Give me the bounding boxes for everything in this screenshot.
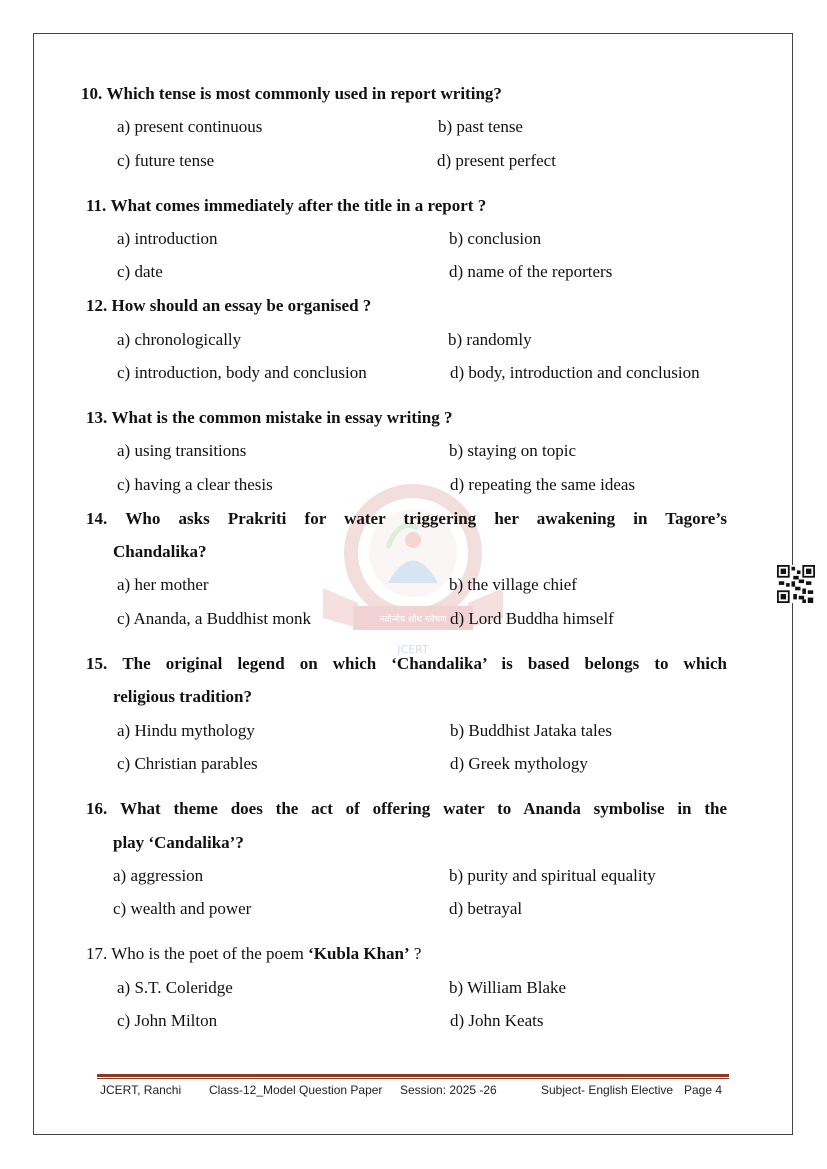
question-number: 13. [86, 408, 108, 427]
question-13 [86, 408, 452, 428]
question-text: Who is the poet of the poem [111, 944, 309, 963]
question-number: 16. [86, 799, 108, 818]
option-b: b) randomly [448, 330, 532, 349]
footer-session: Session: 2025 -26 [400, 1083, 497, 1097]
footer-rule-thin [97, 1078, 729, 1079]
question-number: 15. [86, 654, 108, 673]
option-a: a) present continuous [117, 117, 263, 136]
question-text: Which tense is most commonly used in report writing? [106, 84, 502, 103]
footer-rule [97, 1074, 729, 1077]
question-text: religious tradition? [113, 687, 252, 706]
question-number: 11. [86, 196, 107, 215]
option-c: c) having a clear thesis [117, 475, 273, 494]
option-a: a) S.T. Coleridge [117, 978, 233, 997]
question-text: What theme does the act of offering water to Ananda symbolise in the [120, 799, 727, 818]
question-text: How should an essay be organised ? [111, 296, 372, 315]
question-text: The original legend on which ‘Chandalika’ is based belongs to which [122, 654, 727, 673]
question-text: Who asks Prakriti for water triggering her awakening in Tagore’s [125, 509, 727, 528]
option-b: b) purity and spiritual equality [449, 866, 656, 885]
footer-paper: Class-12_Model Question Paper [209, 1083, 383, 1097]
option-a: a) chronologically [117, 330, 242, 349]
option-d: d) John Keats [450, 1011, 544, 1030]
option-b: b) staying on topic [449, 441, 577, 460]
option-d: d) name of the reporters [449, 262, 613, 281]
option-a: a) Hindu mythology [117, 721, 255, 740]
question-number: 10. [81, 84, 103, 103]
option-a: a) aggression [113, 866, 204, 885]
poem-title: ‘Kubla Khan’ [308, 944, 410, 963]
question-14-continuation [113, 542, 207, 562]
watermark-org: JCERT [397, 643, 429, 656]
question-text-end: ? [409, 944, 422, 963]
option-b: b) past tense [438, 117, 523, 136]
option-d: d) present perfect [437, 151, 556, 170]
question-number: 17. [86, 944, 108, 963]
option-d: d) betrayal [449, 899, 523, 918]
option-c: c) introduction, body and conclusion [117, 363, 367, 382]
question-14 [86, 509, 727, 529]
question-text: What comes immediately after the title in a report ? [110, 196, 487, 215]
question-17 [86, 944, 421, 964]
option-b: b) Buddhist Jataka tales [450, 721, 612, 740]
footer-page-number: Page 4 [684, 1083, 723, 1097]
watermark-motto: नवोन्मेष शोध गवेषण [379, 615, 447, 625]
question-11 [86, 196, 486, 216]
qr-code-icon [777, 565, 815, 603]
option-a: a) her mother [117, 575, 209, 594]
jcert-watermark-logo [318, 478, 508, 658]
option-c: c) wealth and power [113, 899, 252, 918]
question-text: play ‘Candalika’? [113, 833, 244, 852]
option-a: a) using transitions [117, 441, 247, 460]
option-b: b) the village chief [449, 575, 577, 594]
option-c: c) Christian parables [117, 754, 258, 773]
question-text: What is the common mistake in essay writing ? [111, 408, 453, 427]
option-a: a) introduction [117, 229, 218, 248]
option-d: d) Lord Buddha himself [450, 609, 614, 628]
question-15 [86, 654, 727, 674]
question-15-continuation [113, 687, 252, 707]
option-c: c) John Milton [117, 1011, 218, 1030]
option-c: c) Ananda, a Buddhist monk [117, 609, 312, 628]
question-16 [86, 799, 727, 819]
footer-org: JCERT, Ranchi [100, 1083, 182, 1097]
footer-subject: Subject- English Elective [541, 1083, 674, 1097]
option-b: b) William Blake [449, 978, 567, 997]
question-10 [81, 84, 502, 104]
option-b: b) conclusion [449, 229, 542, 248]
question-16-continuation [113, 833, 244, 853]
question-12 [86, 296, 371, 316]
option-d: d) Greek mythology [450, 754, 588, 773]
option-c: c) date [117, 262, 163, 281]
question-text: Chandalika? [113, 542, 207, 561]
option-c: c) future tense [117, 151, 215, 170]
question-number: 12. [86, 296, 108, 315]
option-d: d) body, introduction and conclusion [450, 363, 700, 382]
question-number: 14. [86, 509, 108, 528]
option-d: d) repeating the same ideas [450, 475, 636, 494]
